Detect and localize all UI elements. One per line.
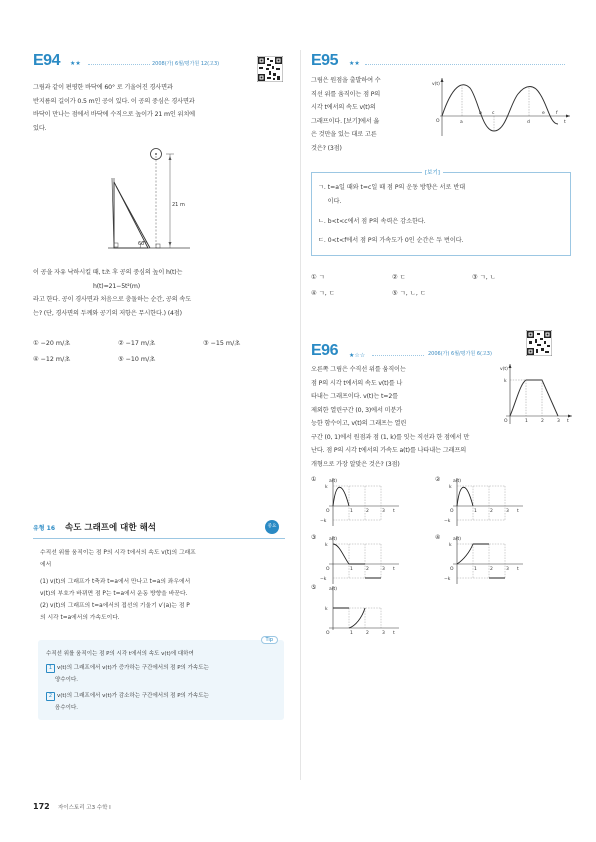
- choice-4[interactable]: ④ −12 m/초: [33, 356, 71, 363]
- height-label: 21 m: [172, 202, 185, 208]
- option-tick: 1: [350, 509, 353, 514]
- option-number: ③: [311, 534, 317, 541]
- problem-text-e94: [33, 81, 291, 135]
- tick-d: d: [527, 120, 530, 125]
- option-axis-t: t: [393, 631, 395, 636]
- text-line: 개형으로 가장 알맞은 것은? (3점): [311, 460, 400, 468]
- choice-2[interactable]: ② ㄷ: [392, 274, 406, 281]
- choice-3[interactable]: ③ −15 m/초: [203, 340, 241, 347]
- option-graph: [319, 534, 419, 586]
- option-axis-t: t: [517, 509, 519, 514]
- choice-3[interactable]: ③ ㄱ, ㄴ: [472, 274, 496, 281]
- text-line: 수직선 위를 움직이는 점 P의 시각 t에서의 속도 v(t)의 그래프: [40, 550, 196, 556]
- option-tick: 3: [382, 567, 385, 572]
- tip-intro: 수직선 위를 움직이는 점 P의 시각 t에서의 속도 v(t)에 대하여: [46, 651, 194, 657]
- tip-box: [38, 637, 284, 720]
- problem-number-e95: E95: [311, 52, 338, 69]
- graph-ylabel: v(t): [432, 82, 440, 87]
- text-line: v(t)의 부호가 바뀌면 점 P는 t=a에서 운동 방향을 바꾼다.: [40, 591, 188, 597]
- answer-option-3[interactable]: [311, 534, 431, 590]
- option-tick: 1: [350, 631, 353, 636]
- text-line: 오른쪽 그림은 수직선 위를 움직이는: [311, 366, 406, 373]
- option-graph: [443, 534, 543, 586]
- graph-k: k: [504, 379, 507, 384]
- page-number: 172: [33, 802, 50, 811]
- option-negk: −k: [444, 577, 451, 582]
- option-ylabel: a(t): [329, 537, 338, 542]
- option-k: k: [325, 543, 328, 548]
- tip-text: 음수이다.: [55, 705, 79, 711]
- option-axis-t: t: [393, 567, 395, 572]
- type-title: 속도 그래프에 대한 해석: [65, 523, 156, 533]
- option-origin: O: [326, 567, 330, 572]
- text-line: 라고 한다. 공이 경사면과 처음으로 충돌하는 순간, 공의 속도: [33, 296, 192, 303]
- page-footer: [33, 802, 111, 811]
- text-line: 구간 (0, 1)에서 원점과 점 (1, k)를 잇는 직선과 한 점에서 만: [311, 433, 470, 441]
- tip-line-2b: [55, 702, 78, 714]
- answer-option-graphs: [311, 476, 573, 738]
- type-notes: [40, 576, 292, 624]
- graph-origin: O: [504, 419, 508, 424]
- source-dotline: [365, 64, 565, 65]
- graph-origin: O: [436, 119, 440, 124]
- option-k: k: [449, 543, 452, 548]
- tip-line-1b: [55, 674, 78, 686]
- column-divider: [300, 50, 301, 780]
- text-line: 제외한 열린구간 (0, 3)에서 미분가: [311, 406, 403, 414]
- boki-item: ㄷ. 0<t<f에서 점 P의 가속도가 0인 순간은 두 번이다.: [318, 237, 464, 244]
- axis-t: t: [567, 419, 569, 424]
- text-line: 는? (단, 경사면의 두께와 공기의 저항은 무시한다.) (4점): [33, 309, 182, 317]
- important-badge: 중요: [265, 520, 279, 534]
- text-line: 타내는 그래프이다. v(t)는 t=2를: [311, 393, 398, 400]
- problem-text-e95: [311, 74, 439, 155]
- text-line: 능한 함수이고, v(t)의 그래프는 열린: [311, 420, 407, 427]
- tick-b: b: [479, 111, 482, 116]
- text-line: 있다.: [33, 124, 47, 132]
- tip-line-1: [46, 662, 209, 674]
- tick-a: a: [460, 120, 463, 125]
- type-header-rule: [33, 538, 285, 539]
- option-negk: −k: [444, 519, 451, 524]
- tip-label: Tip: [261, 636, 278, 644]
- choice-1[interactable]: ① −20 m/초: [33, 340, 71, 347]
- problem-text-e94-part2: [33, 266, 295, 320]
- choice-4[interactable]: ④ ㄱ, ㄷ: [311, 290, 335, 297]
- formula-line: h(t)=21−5t²(m): [93, 282, 141, 290]
- source-label: 2008(가) 6월/평가원 12(고3): [152, 61, 220, 67]
- type-intro: [40, 547, 290, 571]
- text-line: 이 공을 자유 낙하시킬 때, t초 후 공의 중심의 높이 h(t)는: [33, 269, 183, 276]
- book-title: 자이스토리 고3 수학 Ⅰ: [57, 805, 111, 811]
- tip-line-2: [46, 690, 209, 702]
- answer-option-5[interactable]: [311, 584, 431, 640]
- option-origin: O: [326, 509, 330, 514]
- option-number: ②: [435, 476, 441, 483]
- tick-e: e: [542, 111, 545, 116]
- text-line: 은 것만을 있는 대로 고른: [311, 131, 377, 138]
- option-tick: 3: [382, 631, 385, 636]
- text-line: 점 P의 시각 t에서의 속도 v(t)를 나: [311, 379, 403, 387]
- type-header: [33, 520, 283, 536]
- source-dotline: [88, 64, 150, 65]
- option-tick: 2: [366, 509, 369, 514]
- option-number: ①: [311, 476, 317, 483]
- option-negk: −k: [320, 577, 327, 582]
- text-line: 난다. 점 P의 시각 t에서의 가속도 a(t)를 나타내는 그래프의: [311, 447, 467, 454]
- text-line: 그래프이다. [보기]에서 옳: [311, 117, 380, 125]
- text-line: 그림과 같이 편평한 바닥에 60° 로 기울어진 경사면과: [33, 84, 173, 91]
- option-tick: 2: [490, 509, 493, 514]
- option-k: k: [325, 485, 328, 490]
- boki-box: [311, 172, 571, 256]
- velocity-trapezoid-graph: [500, 362, 574, 426]
- answer-option-1[interactable]: [311, 476, 431, 532]
- option-tick: 3: [506, 567, 509, 572]
- graph-ylabel: v(t): [500, 367, 508, 372]
- answer-option-2[interactable]: [435, 476, 555, 532]
- option-origin: O: [326, 631, 330, 636]
- tip-text: v(t)의 그래프에서 v(t)가 감소하는 구간에서의 점 P의 가속도는: [57, 693, 209, 699]
- option-graph: [319, 476, 419, 528]
- option-ylabel: a(t): [453, 479, 462, 484]
- option-negk: −k: [320, 519, 327, 524]
- option-tick: 1: [474, 509, 477, 514]
- problem-number-e94: E94: [33, 52, 60, 69]
- choice-5[interactable]: ⑤ −10 m/초: [118, 356, 156, 363]
- option-ylabel: a(t): [329, 587, 338, 592]
- option-number: ④: [435, 534, 441, 541]
- tick-t: t: [564, 120, 566, 125]
- choice-1[interactable]: ① ㄱ: [311, 274, 325, 281]
- angle-label: 60°: [138, 241, 147, 247]
- option-tick: 3: [382, 509, 385, 514]
- difficulty-stars: ★☆☆: [349, 352, 366, 359]
- boki-item: ㄴ. b<t<c에서 점 P의 속력은 감소한다.: [318, 218, 426, 225]
- difficulty-stars: ★★: [349, 60, 360, 67]
- text-line: 에서: [40, 562, 52, 568]
- velocity-wave-graph: [432, 76, 572, 138]
- boki-item: 이다.: [318, 198, 342, 205]
- tick-2: 2: [541, 419, 544, 424]
- source-label: 2006(가) 6월/평가원 6(고3): [428, 351, 492, 357]
- choice-2[interactable]: ② −17 m/초: [118, 340, 156, 347]
- problem-number-e96: E96: [311, 342, 338, 359]
- tip-number: 2: [46, 692, 55, 701]
- boki-item: ㄱ. t=a일 때와 t=c일 때 점 P의 운동 방향은 서로 반대: [318, 184, 466, 191]
- type-badge: 유형 16: [33, 525, 56, 532]
- tick-1: 1: [525, 419, 528, 424]
- tick-3: 3: [557, 419, 560, 424]
- tip-text: v(t)의 그래프에서 v(t)가 증가하는 구간에서의 점 P의 가속도는: [57, 665, 209, 671]
- option-number: ⑤: [311, 584, 317, 591]
- tip-text: 양수이다.: [55, 677, 79, 683]
- text-line: (2) v(t)의 그래프의 t=a에서의 접선의 기울기 v′(a)는 점 P: [40, 603, 190, 609]
- option-graph: [443, 476, 543, 528]
- tick-c: c: [492, 111, 495, 116]
- text-line: 의 시각 t=a에서의 가속도이다.: [40, 615, 120, 621]
- choice-5[interactable]: ⑤ ㄱ, ㄴ, ㄷ: [392, 290, 426, 297]
- option-tick: 3: [506, 509, 509, 514]
- text-line: 반지름의 길이가 0.5 m인 공이 있다. 이 공의 중심은 경사면과: [33, 97, 195, 105]
- option-graph: [319, 584, 419, 636]
- slope-ball-figure: [108, 142, 208, 254]
- text-line: 시각 t에서의 속도 v(t)의: [311, 104, 376, 111]
- qr-code-icon: [257, 56, 283, 82]
- option-tick: 1: [350, 567, 353, 572]
- text-line: 바닥이 만나는 점에서 바닥에 수직으로 높이가 21 m인 위치에: [33, 111, 196, 118]
- tick-f: f: [556, 111, 558, 116]
- option-origin: O: [450, 567, 454, 572]
- difficulty-stars: ★★: [70, 60, 81, 67]
- option-ylabel: a(t): [329, 479, 338, 484]
- boki-title: [보기]: [422, 168, 443, 176]
- option-tick: 2: [366, 567, 369, 572]
- option-k: k: [449, 485, 452, 490]
- qr-code-icon: [526, 330, 552, 356]
- text-line: 그림은 원점을 출발하여 수: [311, 77, 381, 84]
- option-k: k: [325, 607, 328, 612]
- option-tick: 1: [474, 567, 477, 572]
- option-tick: 2: [490, 567, 493, 572]
- option-axis-t: t: [517, 567, 519, 572]
- text-line: 것은? (3점): [311, 144, 342, 152]
- tip-number: 1: [46, 664, 55, 673]
- option-origin: O: [450, 509, 454, 514]
- text-line: (1) v(t)의 그래프가 t축과 t=a에서 만나고 t=a의 좌우에서: [40, 579, 191, 585]
- option-axis-t: t: [393, 509, 395, 514]
- source-dotline: [372, 355, 424, 356]
- option-ylabel: a(t): [453, 537, 462, 542]
- answer-option-4[interactable]: [435, 534, 555, 590]
- option-tick: 2: [366, 631, 369, 636]
- text-line: 직선 위를 움직이는 점 P의: [311, 90, 381, 98]
